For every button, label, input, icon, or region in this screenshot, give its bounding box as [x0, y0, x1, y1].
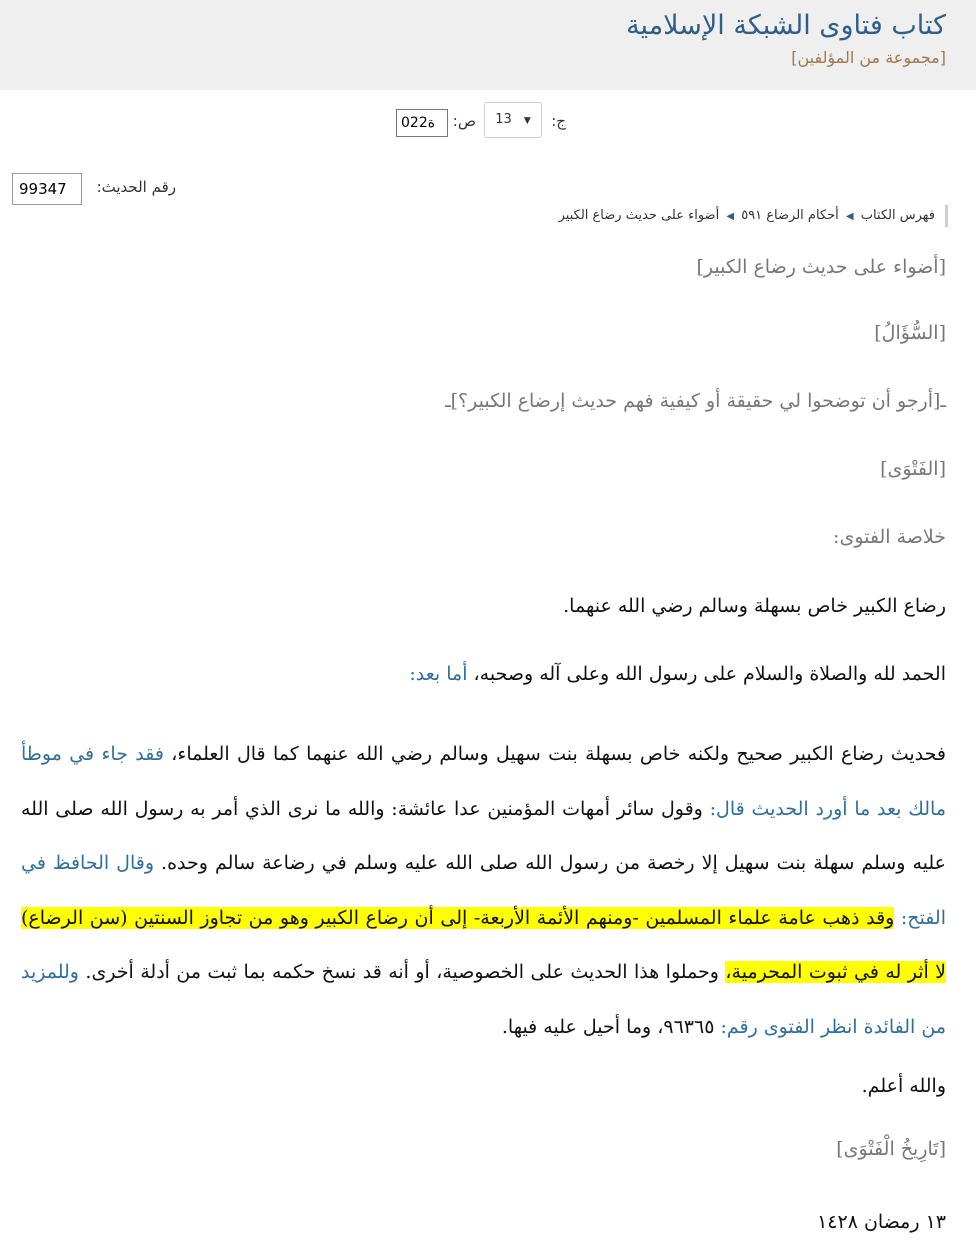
body-text-3: وقول سائر أمهات المؤمنين عدا عائشة: والله ما نرى الذي أمر به رسول الله صلى الله عليه وسلم سهلة بنت سهيل إلا رخصة من رسول الله صلى الله عليه وسلم في رضاعة سالم وحده.: [21, 797, 946, 874]
body-label-malik: فقد جاء في موطأ مالك بعد ما أورد الحديث قال:: [21, 743, 946, 820]
volume-select[interactable]: [484, 102, 542, 138]
fatwa-ref[interactable]: ٩٦٣٦٥، وما أحيل عليه فيها.: [501, 1015, 715, 1038]
highlighted-quote: وقد ذهب عامة علماء المسلمين -ومنهم الأئمة الأربعة- إلى أن رضاع الكبير وهو من تجاوز السنتين (سن الرضاع) لا أثر له في ثبوت المحرمية،: [21, 906, 947, 983]
header-bar: [0, 0, 976, 90]
hadith-number-label: رقم الحديث:: [96, 178, 176, 196]
summary-label: خلاصة الفتوى:: [833, 526, 946, 548]
hadith-number: [12, 172, 178, 206]
question-heading: [السُّؤَالُ]: [874, 322, 946, 344]
page-input[interactable]: [396, 109, 448, 137]
body-label-hafiz: وقال الحافظ في الفتح:: [21, 852, 946, 929]
authors-link[interactable]: [مجموعة من المؤلفين]: [791, 48, 946, 67]
closing-text: والله أعلم.: [861, 1075, 946, 1097]
intro-paragraph: [21, 658, 946, 692]
chevron-down-icon: ▼: [523, 116, 531, 126]
intro-label: أما بعد:: [409, 663, 468, 685]
question-text: ـ[أرجو أن توضحوا لي حقيقة أو كيفية فهم حديث إرضاع الكبير؟]ـ: [445, 390, 946, 412]
body-text-6: وحملوا هذا الحديث على الخصوصية، أو أنه قد نسخ حكمه بما ثبت من أدلة أخرى.: [85, 961, 719, 983]
breadcrumb-item-chapter[interactable]: أحكام الرضاع ٥٩١: [741, 208, 839, 223]
article-title: [أضواء على حديث رضاع الكبير]: [696, 256, 946, 278]
page-label: ص:: [452, 112, 476, 130]
breadcrumb-item-current[interactable]: أضواء على حديث رضاع الكبير: [558, 208, 720, 223]
breadcrumb-item-index[interactable]: فهرس الكتاب: [860, 208, 935, 223]
volume-value: 13: [495, 112, 512, 127]
date-heading: [تَارِيخُ الْفَتْوَى]: [836, 1138, 946, 1160]
page-navigator: [380, 102, 570, 138]
body-text-1: فحديث رضاع الكبير صحيح ولكنه خاص بسهلة بنت سهيل وسالم رضي الله عنهما كما قال العلماء،: [171, 743, 946, 765]
intro-text: الحمد لله والصلاة والسلام على رسول الله وعلى آله وصحبه،: [473, 663, 946, 685]
breadcrumb: [559, 205, 948, 227]
hadith-number-input[interactable]: [12, 173, 82, 205]
chevron-left-icon: ◀: [845, 211, 854, 222]
volume-label: ج:: [551, 112, 566, 130]
chevron-left-icon: ◀: [726, 211, 735, 222]
body-label-more: وللمزيد من الفائدة انظر الفتوى رقم:: [21, 961, 946, 1038]
summary-text: رضاع الكبير خاص بسهلة وسالم رضي الله عنهما.: [563, 595, 946, 617]
fatwa-date: ١٣ رمضان ١٤٢٨: [817, 1211, 946, 1233]
main-paragraph: [21, 727, 946, 1054]
fatwa-heading: [الفَتْوَى]: [880, 458, 946, 480]
book-title[interactable]: كتاب فتاوى الشبكة الإسلامية: [626, 10, 946, 41]
